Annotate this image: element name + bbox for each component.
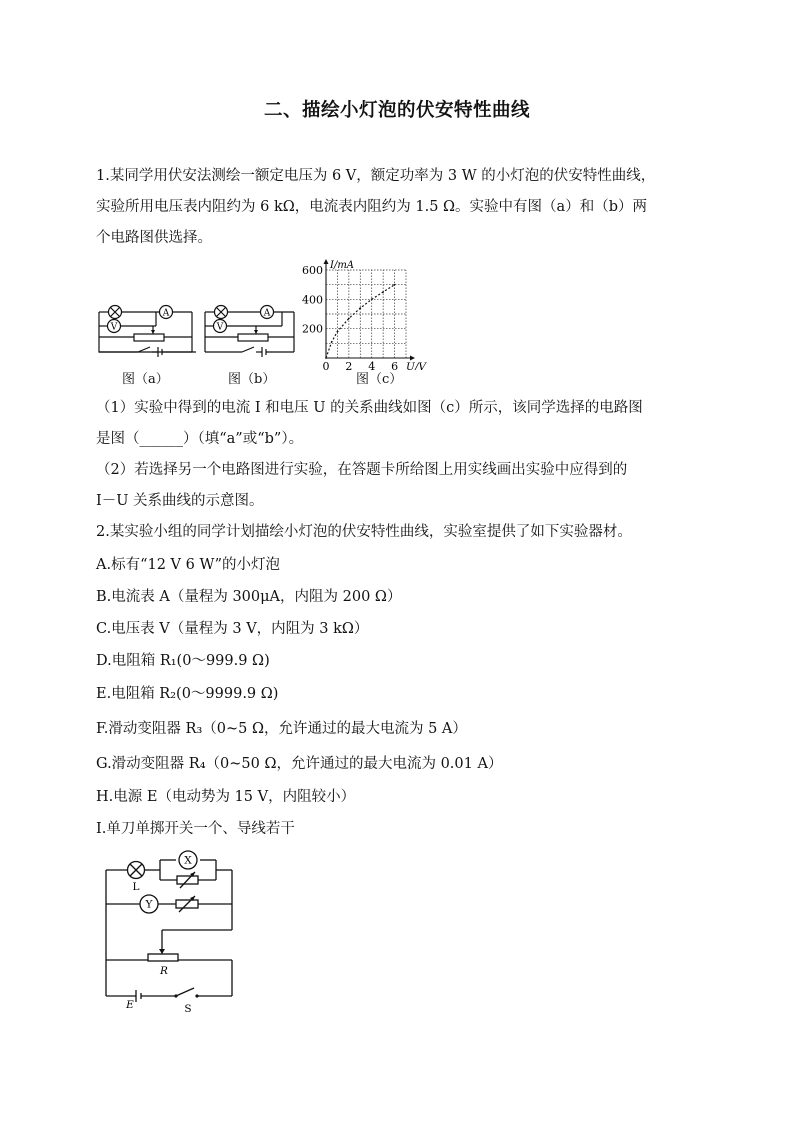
q1-sub2-line-2: I－U 关系曲线的示意图。 <box>96 493 264 509</box>
x-axis-arrow <box>410 356 415 361</box>
iu-data-point <box>337 331 339 333</box>
iu-data-point <box>325 357 327 359</box>
q2-item-i: I.单刀单掷开关一个、导线若干 <box>96 821 295 837</box>
y-axis-label: I/mA <box>330 260 355 271</box>
q2-item-g: G.滑动变阻器 R₄（0~50 Ω，允许通过的最大电流为 0.01 A） <box>96 756 503 772</box>
q2-item-a: A.标有“12 V 6 W”的小灯泡 <box>96 557 281 573</box>
iu-chart <box>300 258 430 370</box>
figure-a-caption: 图（a） <box>122 372 169 387</box>
switch-label: S <box>184 1003 192 1015</box>
q2-item-e: E.电阻箱 R₂(0～9999.9 Ω) <box>96 686 279 702</box>
svg-text:V: V <box>216 322 224 333</box>
q1-sub1-line-2: 是图（______）（填“a”或“b”）。 <box>96 431 304 447</box>
meter-x-label: X <box>184 854 192 867</box>
q1-sub1-line-1: （1）实验中得到的电流 I 和电压 U 的关系曲线如图（c）所示，该同学选择的电路图 <box>96 400 643 416</box>
svg-text:A: A <box>162 308 170 319</box>
q1-line-2: 实验所用电压表内阻约为 6 kΩ，电流表内阻约为 1.5 Ω。实验中有图（a）和（b）两 <box>96 199 647 215</box>
y-axis-arrow <box>324 259 329 264</box>
y-tick-label: 400 <box>302 293 323 307</box>
iu-data-point <box>371 298 373 300</box>
x-tick-label: 0 <box>322 360 330 370</box>
q2-intro: 2.某实验小组的同学计划描绘小灯泡的伏安特性曲线，实验室提供了如下实验器材。 <box>96 524 632 540</box>
iu-graph-figure <box>300 258 430 388</box>
iu-data-point <box>382 291 384 293</box>
q2-item-b: B.电流表 A（量程为 300μA，内阻为 200 Ω） <box>96 589 402 605</box>
x-tick-label: 6 <box>391 360 399 370</box>
q2-item-c: C.电压表 V（量程为 3 V，内阻为 3 kΩ） <box>96 621 369 637</box>
y-tick-label: 600 <box>302 264 323 277</box>
q2-circuit-diagram <box>98 850 238 1020</box>
q2-item-f: F.滑动变阻器 R₃（0~5 Ω，允许通过的最大电流为 5 A） <box>96 721 467 737</box>
source-label: E <box>126 999 134 1011</box>
iu-data-point <box>359 307 361 309</box>
iu-data-point <box>331 341 333 343</box>
x-axis-label: U/V <box>406 361 426 370</box>
q1-sub2-line-1: （2）若选择另一个电路图进行实验，在答题卡所给图上用实线画出实验中应得到的 <box>96 462 628 478</box>
svg-text:V: V <box>110 322 118 333</box>
x-tick-label: 2 <box>345 360 353 370</box>
page-title: 二、描绘小灯泡的伏安特性曲线 <box>263 100 530 121</box>
x-tick-label: 4 <box>368 360 376 370</box>
circuit-figure-b <box>202 296 302 386</box>
q2-circuit-figure <box>98 850 238 1020</box>
meter-y-label: Y <box>145 898 153 911</box>
lamp-label: L <box>132 881 140 893</box>
circuit-figure-a <box>96 296 196 386</box>
figure-c-caption: 图（c） <box>356 372 403 387</box>
figure-b-caption: 图（b） <box>228 372 276 387</box>
q1-line-3: 个电路图供选择。 <box>96 230 212 246</box>
rheostat-label: R <box>160 965 168 977</box>
q1-line-1: 1.某同学用伏安法测绘一额定电压为 6 V，额定功率为 3 W 的小灯泡的伏安特性曲线， <box>96 168 656 184</box>
q2-item-d: D.电阻箱 R₁(0～999.9 Ω) <box>96 653 270 669</box>
iu-data-point <box>394 284 396 286</box>
svg-text:A: A <box>263 308 271 319</box>
iu-data-point <box>348 318 350 320</box>
y-tick-label: 200 <box>302 322 323 336</box>
q2-item-h: H.电源 E（电动势为 15 V，内阻较小） <box>96 789 356 805</box>
